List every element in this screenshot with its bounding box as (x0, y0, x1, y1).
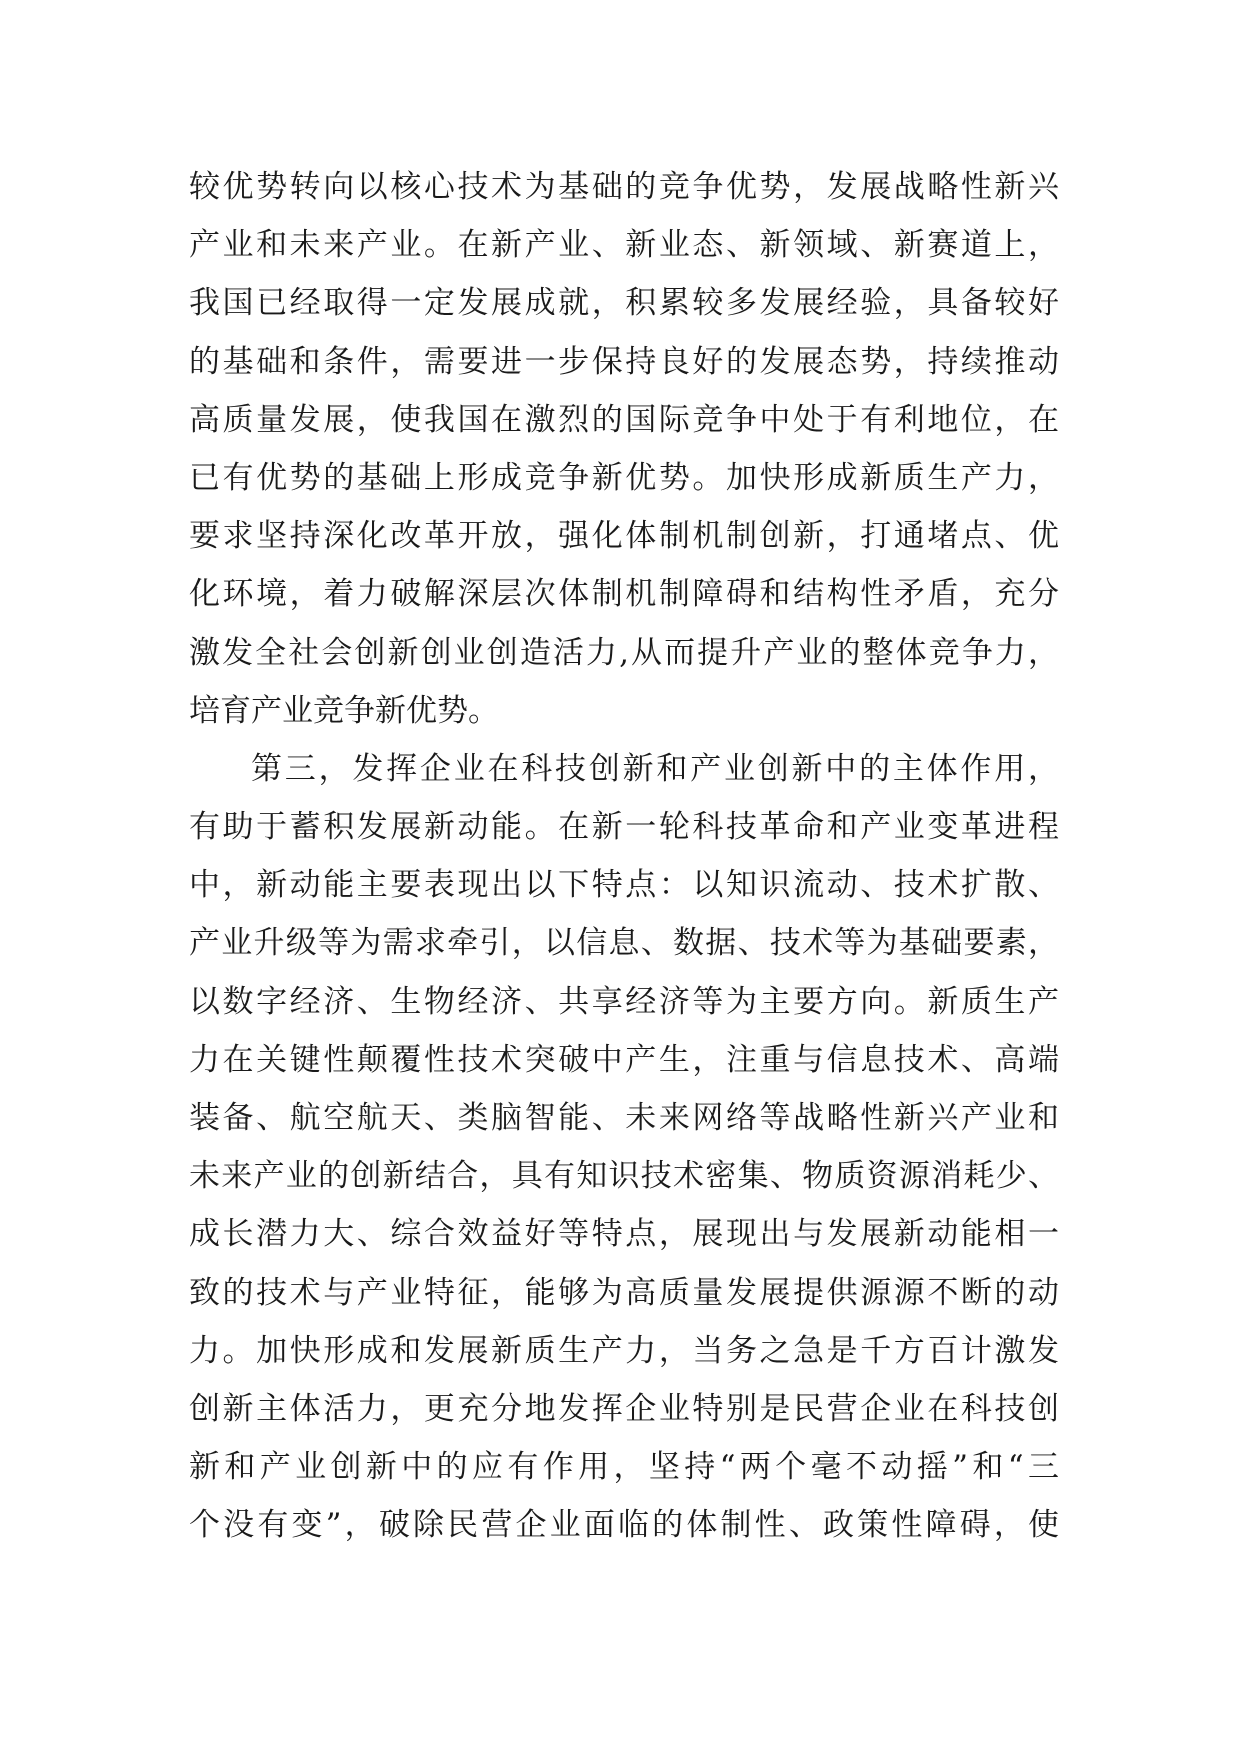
text-line: 的基础和条件，需要进一步保持良好的发展态势，持续推动 (189, 343, 1059, 380)
text-line: 中，新动能主要表现出以下特点：以知识流动、技术扩散、 (189, 867, 1059, 904)
text-line: 产业升级等为需求牵引，以信息、数据、技术等为基础要素， (189, 925, 1059, 962)
text-line: 已有优势的基础上形成竞争新优势。加快形成新质生产力， (189, 459, 1059, 496)
text-line: 新和产业创新中的应有作用，坚持“两个毫不动摇”和“三 (189, 1449, 1059, 1486)
text-line: 个没有变”，破除民营企业面临的体制性、政策性障碍，使 (189, 1507, 1059, 1544)
text-line: 装备、航空航天、类脑智能、未来网络等战略性新兴产业和 (189, 1100, 1059, 1136)
text-line: 激发全社会创新创业创造活力,从而提升产业的整体竞争力， (189, 634, 1059, 671)
text-line: 以数字经济、生物经济、共享经济等为主要方向。新质生产 (189, 983, 1059, 1020)
text-line: 高质量发展，使我国在激烈的国际竞争中处于有利地位，在 (189, 401, 1059, 438)
text-line: 化环境，着力破解深层次体制机制障碍和结构性矛盾，充分 (189, 576, 1059, 613)
text-line: 创新主体活力，更充分地发挥企业特别是民营企业在科技创 (189, 1390, 1059, 1427)
text-line: 第三，发挥企业在科技创新和产业创新中的主体作用， (251, 750, 1059, 787)
text-line: 培育产业竞争新优势。 (189, 692, 499, 729)
text-line: 成长潜力大、综合效益好等特点，展现出与发展新动能相一 (189, 1216, 1059, 1253)
text-line: 力。加快形成和发展新质生产力，当务之急是千方百计激发 (189, 1332, 1059, 1369)
text-line: 较优势转向以核心技术为基础的竞争优势，发展战略性新兴 (189, 169, 1059, 205)
text-line: 产业和未来产业。在新产业、新业态、新领域、新赛道上， (189, 227, 1059, 264)
text-line: 我国已经取得一定发展成就，积累较多发展经验，具备较好 (189, 285, 1059, 322)
text-line: 致的技术与产业特征，能够为高质量发展提供源源不断的动 (189, 1274, 1059, 1311)
body-text (189, 158, 1059, 1555)
text-line: 有助于蓄积发展新动能。在新一轮科技革命和产业变革进程 (189, 809, 1059, 846)
text-line: 力在关键性颠覆性技术突破中产生，注重与信息技术、高端 (189, 1041, 1059, 1078)
text-line: 未来产业的创新结合，具有知识技术密集、物质资源消耗少、 (189, 1158, 1059, 1195)
text-line: 要求坚持深化改革开放，强化体制机制创新，打通堵点、优 (189, 518, 1059, 555)
